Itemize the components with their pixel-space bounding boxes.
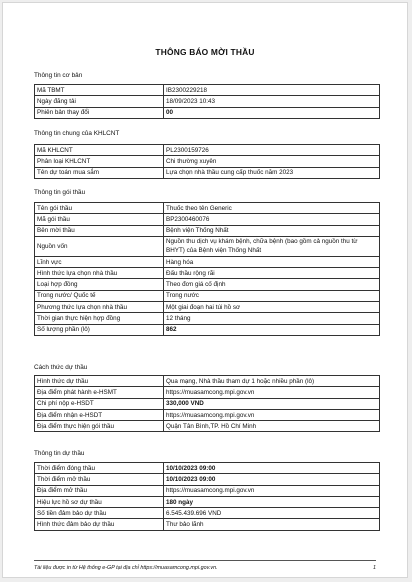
table-row [35, 421, 380, 432]
table-row [35, 85, 380, 96]
row-label: Mã TBMT [35, 85, 164, 96]
bidding-method-table [34, 375, 380, 432]
row-value: PL2300159726 [164, 145, 380, 156]
row-value: 10/10/2023 09:00 [164, 474, 380, 485]
row-value: 00 [164, 107, 380, 118]
row-label: Bên mời thầu [35, 225, 164, 236]
section-heading-khlcnt: Thông tin chung của KHLCNT [34, 130, 120, 137]
page-title: THÔNG BÁO MỜI THẦU [155, 47, 255, 57]
row-label: Thời điểm đóng thầu [35, 463, 164, 474]
row-value: 180 ngày [164, 496, 380, 507]
table-row [35, 256, 380, 267]
row-value: Bệnh viện Thống Nhất [164, 225, 380, 236]
row-value: 12 tháng [164, 313, 380, 324]
table-row [35, 508, 380, 519]
row-label: Chi phí nộp e-HSDT [35, 398, 164, 409]
table-row [35, 290, 380, 301]
row-value: Thuốc theo tên Generic [164, 203, 380, 214]
row-label: Địa điểm phát hành e-HSMT [35, 387, 164, 398]
table-row [35, 214, 380, 225]
table-row [35, 203, 380, 214]
row-value: Quận Tân Bình,TP. Hồ Chí Minh [164, 421, 380, 432]
row-value: Theo đơn giá cố định [164, 279, 380, 290]
row-label: Số lượng phần (lô) [35, 324, 164, 335]
table-row [35, 324, 380, 335]
table-row [35, 236, 380, 256]
section-heading-package-info: Thông tin gói thầu [34, 189, 86, 196]
table-row [35, 107, 380, 118]
row-label: Tên dự toán mua sắm [35, 167, 164, 178]
row-value: IB2300229218 [164, 85, 380, 96]
basic-info-table [34, 84, 380, 119]
bid-info-table [34, 462, 380, 531]
row-label: Hình thức đảm bảo dự thầu [35, 519, 164, 530]
row-label: Thời điểm mở thầu [35, 474, 164, 485]
row-value: 862 [164, 324, 380, 335]
page-number: 1 [373, 565, 376, 571]
row-value: BP2300460076 [164, 214, 380, 225]
table-row [35, 167, 380, 178]
row-label: Thời gian thực hiện hợp đồng [35, 313, 164, 324]
row-label: Lĩnh vực [35, 256, 164, 267]
row-label: Hiệu lực hồ sơ dự thầu [35, 496, 164, 507]
footer-divider [34, 560, 376, 561]
row-value: 330,000 VND [164, 398, 380, 409]
row-label: Số tiền đảm bảo dự thầu [35, 508, 164, 519]
khlcnt-table [34, 144, 380, 179]
row-value: Đấu thầu rộng rãi [164, 268, 380, 279]
row-value: https://muasamcong.mpi.gov.vn [164, 485, 380, 496]
row-label: Hình thức lựa chọn nhà thầu [35, 268, 164, 279]
row-value: 10/10/2023 09:00 [164, 463, 380, 474]
row-value: Nguồn thu dịch vụ khám bệnh, chữa bệnh (bao gồm cả nguồn thu từ BHYT) của Bệnh viện Thống Nhất [164, 236, 380, 256]
table-row [35, 313, 380, 324]
row-value: 6.545.439.696 VND [164, 508, 380, 519]
table-row [35, 387, 380, 398]
row-label: Hình thức dự thầu [35, 376, 164, 387]
row-value: https://muasamcong.mpi.gov.vn [164, 409, 380, 420]
row-value: 18/09/2023 10:43 [164, 96, 380, 107]
table-row [35, 485, 380, 496]
table-row [35, 145, 380, 156]
table-row [35, 225, 380, 236]
table-row [35, 302, 380, 313]
table-row [35, 279, 380, 290]
document-page [2, 2, 408, 578]
footer-text: Tài liệu được in từ Hệ thống e-GP tại địa chỉ https://muasamcong.mpi.gov.vn. [34, 565, 218, 571]
row-label: Nguồn vốn [35, 236, 164, 256]
row-value: https://muasamcong.mpi.gov.vn [164, 387, 380, 398]
row-value: Một giai đoạn hai túi hồ sơ [164, 302, 380, 313]
row-value: Qua mạng, Nhà thầu tham dự 1 hoặc nhiều phần (lô) [164, 376, 380, 387]
section-heading-bid-info: Thông tin dự thầu [34, 450, 85, 457]
table-row [35, 398, 380, 409]
row-label: Phiên bản thay đổi [35, 107, 164, 118]
package-info-table [34, 202, 380, 336]
table-row [35, 519, 380, 530]
row-label: Tên gói thầu [35, 203, 164, 214]
row-label: Ngày đăng tải [35, 96, 164, 107]
row-label: Địa điểm nhận e-HSDT [35, 409, 164, 420]
row-label: Địa điểm mở thầu [35, 485, 164, 496]
row-label: Phân loại KHLCNT [35, 156, 164, 167]
row-value: Chi thường xuyên [164, 156, 380, 167]
row-value: Hàng hóa [164, 256, 380, 267]
table-row [35, 268, 380, 279]
row-label: Mã gói thầu [35, 214, 164, 225]
table-row [35, 474, 380, 485]
row-label: Mã KHLCNT [35, 145, 164, 156]
row-label: Phương thức lựa chọn nhà thầu [35, 302, 164, 313]
row-label: Loại hợp đồng [35, 279, 164, 290]
row-value: Thư bảo lãnh [164, 519, 380, 530]
section-heading-basic-info: Thông tin cơ bản [34, 72, 83, 79]
table-row [35, 156, 380, 167]
table-row [35, 96, 380, 107]
table-row [35, 463, 380, 474]
row-value: Trong nước [164, 290, 380, 301]
row-value: Lựa chọn nhà thầu cung cấp thuốc năm 2023 [164, 167, 380, 178]
row-label: Trong nước/ Quốc tế [35, 290, 164, 301]
table-row [35, 496, 380, 507]
table-row [35, 409, 380, 420]
section-heading-bidding-method: Cách thức dự thầu [34, 364, 88, 371]
row-label: Địa điểm thực hiện gói thầu [35, 421, 164, 432]
table-row [35, 376, 380, 387]
